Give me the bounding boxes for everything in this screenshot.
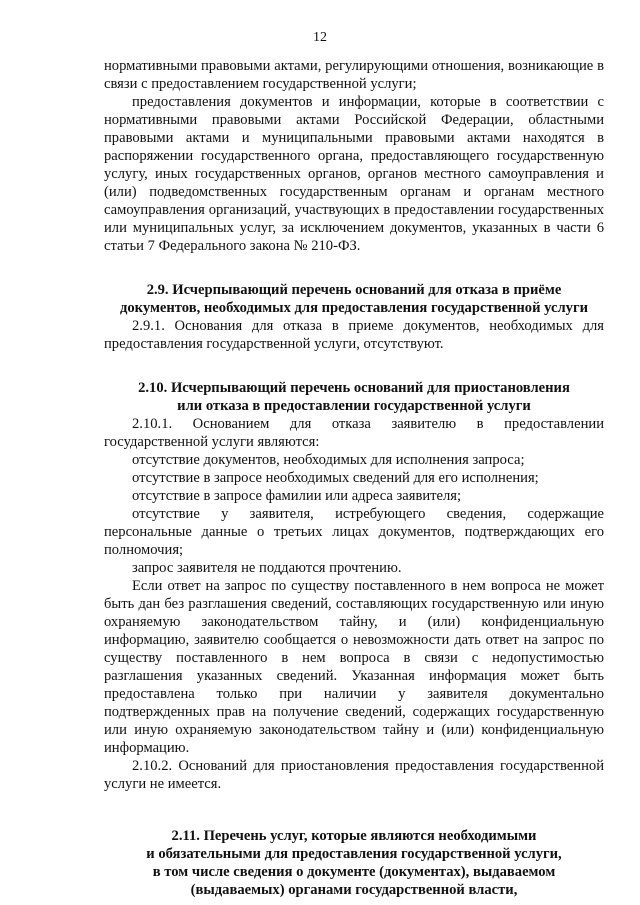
document-body: [104, 57, 604, 899]
list-item: отсутствие в запросе необходимых сведений для его исполнения;: [132, 470, 539, 486]
paragraph-documents-provision: предоставления документов и информации, которые в соответствии с нормативными правовыми актами Российской Федерации, областными правовыми актами и муниципальными правовыми актами находятся в распоряжении государственного органа, предоставляющего государственную услугу, иных государственных органов, органов местного самоуправления и (или) подведомственных государственным органам и органам местного самоуправления организаций, участвующих в предоставлении государственных или муниципальных услуг, за исключением документов, указанных в части 6 статьи 7 Федерального закона № 210-ФЗ.: [104, 94, 604, 254]
section-2-9: [104, 281, 604, 353]
section-2-10-heading-line-2: или отказа в предоставлении государственной услуги: [177, 398, 531, 414]
page-number: 12: [313, 30, 327, 45]
list-item: запрос заявителя не поддаются прочтению.: [132, 560, 402, 576]
section-2-11-heading-line-2: и обязательными для предоставления государственной услуги,: [146, 846, 562, 862]
section-2-9-heading-line-2: документов, необходимых для предоставления государственной услуги: [120, 300, 588, 316]
paragraph-confidential-info: Если ответ на запрос по существу поставленного в нем вопроса не может быть дан без разглашения сведений, составляющих государственную или иную охраняемую законодательством тайну, и (или) конфиденциальную информацию, заявителю сообщается о невозможности дать ответ на запрос по существу поставленного в нем вопроса в связи с недопустимостью разглашения указанных сведений. Указанная информация может быть предоставлена только при наличии у заявителя документально подтвержденных прав на получение сведений, содержащих государственную или иную охраняемую законодательством тайну и (или) конфиденциальную информацию.: [104, 578, 604, 756]
section-2-11-heading-line-4: (выдаваемых) органами государственной власти,: [190, 882, 518, 898]
section-2-10-heading-line-1: 2.10. Исчерпывающий перечень оснований для приостановления: [138, 380, 570, 396]
list-item: отсутствие документов, необходимых для исполнения запроса;: [132, 452, 525, 468]
list-item: отсутствие у заявителя, истребующего сведения, содержащие персональные данные о третьих лицах документов, подтверждающих его полномочия;: [104, 506, 604, 558]
paragraph-2-10-2: 2.10.2. Оснований для приостановления предоставления государственной услуги не имеется.: [104, 758, 604, 792]
section-2-10: [104, 379, 604, 793]
paragraph-2-10-1: 2.10.1. Основанием для отказа заявителю в предоставлении государственной услуги являются:: [104, 416, 604, 450]
section-2-11: [104, 827, 604, 899]
paragraph-2-9-1: 2.9.1. Основания для отказа в приеме документов, необходимых для предоставления государственной услуги, отсутствуют.: [104, 318, 604, 352]
section-2-11-heading-line-3: в том числе сведения о документе (документах), выдаваемом: [152, 864, 556, 880]
paragraph-continued: нормативными правовыми актами, регулирующими отношения, возникающие в связи с предоставлением государственной услуги;: [104, 58, 604, 92]
list-item: отсутствие в запросе фамилии или адреса заявителя;: [132, 488, 462, 504]
section-2-9-heading-line-1: 2.9. Исчерпывающий перечень оснований для отказа в приёме: [146, 282, 562, 298]
section-2-11-heading-line-1: 2.11. Перечень услуг, которые являются необходимыми: [171, 828, 537, 844]
